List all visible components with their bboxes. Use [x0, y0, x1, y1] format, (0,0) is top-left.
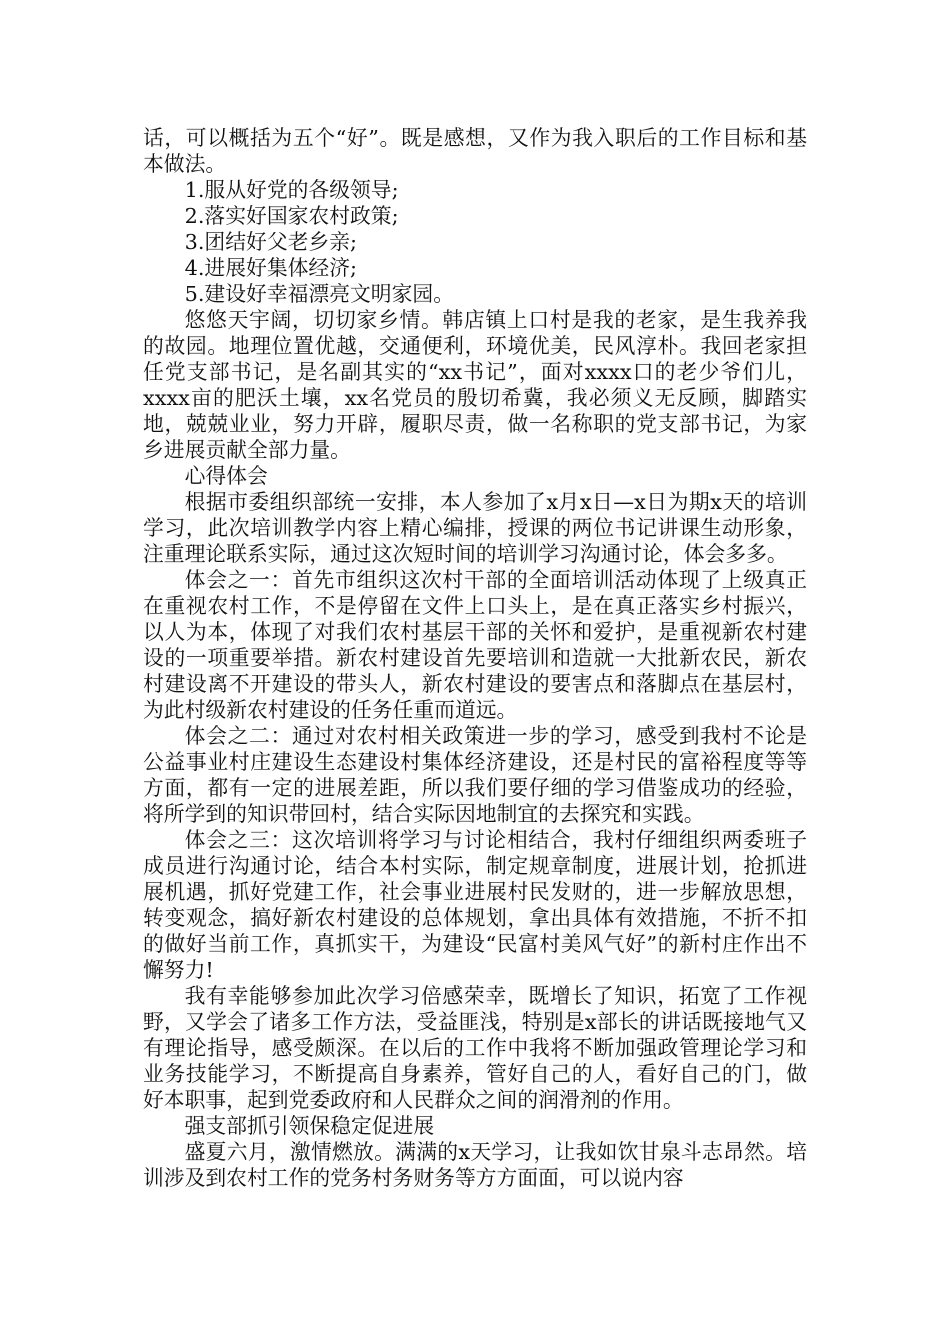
- section-heading: 心得体会: [184, 464, 268, 488]
- paragraph-insight-two: 体会之二：通过对农村相关政策进一步的学习，感受到我村不论是公益事业村庄建设生态建设村集体经济建设，还是村民的富裕程度等等方面，都有一定的进展差距，所以我们要仔细的学习借鉴成功的经验，将所学到的知识带回村，结合实际因地制宜的去探究和实践。: [143, 724, 807, 826]
- paragraph-gratitude: 我有幸能够参加此次学习倍感荣幸，既增长了知识，拓宽了工作视野，又学会了诸多工作方法，受益匪浅，特别是x部长的讲话既接地气又有理论指导，感受颇深。在以后的工作中我将不断加强政管理论学习和业务技能学习，不断提高自身素养，管好自己的人，看好自己的门，做好本职事，起到党委政府和人民群众之间的润滑剂的作用。: [143, 984, 807, 1112]
- list-item: 5.建设好幸福漂亮文明家园。: [184, 282, 454, 306]
- paragraph-insight-one: 体会之一：首先市组织这次村干部的全面培训活动体现了上级真正在重视农村工作，不是停留在文件上口头上，是在真正落实乡村振兴，以人为本，体现了对我们农村基层干部的关怀和爱护，是重视新农村建设的一项重要举措。新农村建设首先要培训和造就一大批新农民，新农村建设离不开建设的带头人，新农村建设的要害点和落脚点在基层村，为此村级新农村建设的任务任重而道远。: [143, 568, 807, 722]
- list-item: 2.落实好国家农村政策;: [184, 204, 399, 228]
- paragraph-intro: 话，可以概括为五个“好”。既是感想，又作为我入职后的工作目标和基本做法。: [143, 126, 807, 176]
- paragraph-insight-three: 体会之三：这次培训将学习与讨论相结合，我村仔细组织两委班子成员进行沟通讨论，结合本村实际，制定规章制度，进展计划，抢抓进展机遇，抓好党建工作，社会事业进展村民发财的，进一步解放思想，转变观念，搞好新农村建设的总体规划，拿出具体有效措施，不折不扣的做好当前工作，真抓实干，为建设“民富村美风气好”的新村庄作出不懈努力!: [143, 828, 807, 982]
- list-item: 1.服从好党的各级领导;: [184, 178, 399, 202]
- list-item: 4.进展好集体经济;: [184, 256, 358, 280]
- section-heading: 强支部抓引领保稳定促进展: [184, 1114, 435, 1138]
- paragraph-training: 根据市委组织部统一安排，本人参加了x月x日—x日为期x天的培训学习，此次培训教学内容上精心编排，授课的两位书记讲课生动形象，注重理论联系实际，通过这次短时间的培训学习沟通讨论，体会多多。: [143, 490, 807, 566]
- paragraph-hometown: 悠悠天宇阔，切切家乡情。韩店镇上口村是我的老家，是生我养我的故园。地理位置优越，交通便利，环境优美，民风淳朴。我回老家担任党支部书记，是名副其实的“xx书记”，面对xxxx口的老少爷们儿，xxxx亩的肥沃土壤，xx名党员的殷切希冀，我必须义无反顾，脚踏实地，兢兢业业，努力开辟，履职尽责，做一名称职的党支部书记，为家乡进展贡献全部力量。: [143, 308, 807, 462]
- paragraph-summer: 盛夏六月，激情燃放。满满的x天学习，让我如饮甘泉斗志昂然。培训涉及到农村工作的党务村务财务等方方面面，可以说内容: [143, 1140, 807, 1190]
- document-page: [143, 125, 807, 1191]
- list-item: 3.团结好父老乡亲;: [184, 230, 358, 254]
